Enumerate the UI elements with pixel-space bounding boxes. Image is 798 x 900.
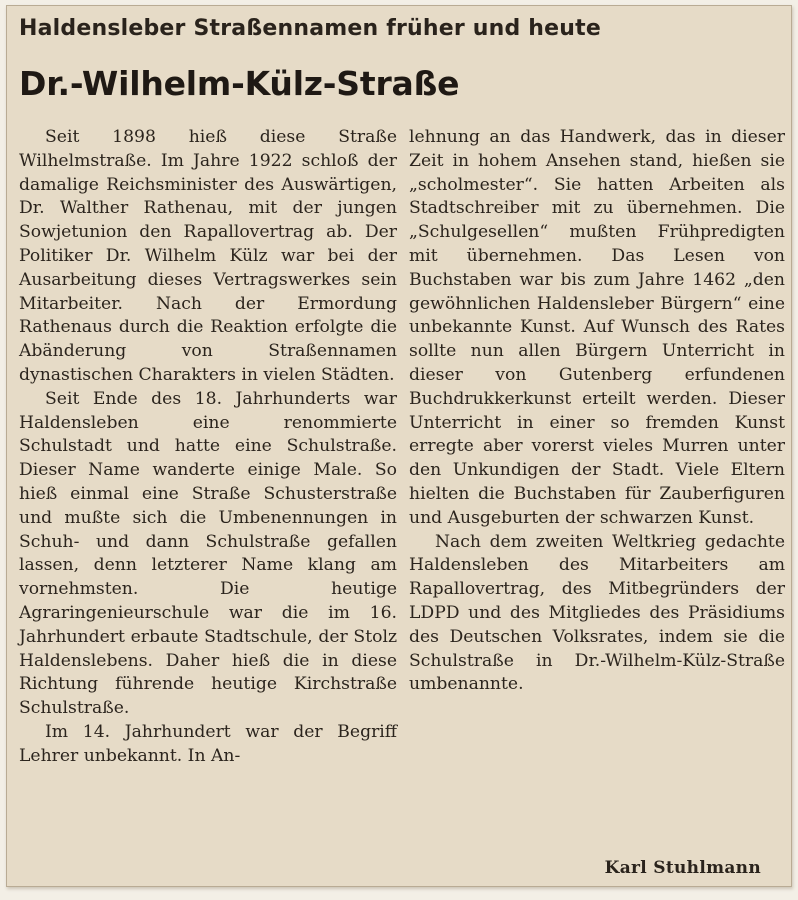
newspaper-clipping	[6, 5, 792, 887]
series-kicker: Haldensleber Straßennamen früher und heute	[19, 16, 601, 41]
article-column-left	[19, 126, 397, 769]
paragraph: Seit 1898 hieß diese Straße Wilhelmstraße. Im Jahre 1922 schloß der damalige Reichsminister des Auswärtigen, Dr. Walther Rathenau, mit der jungen Sowjetunion den Rapallovertrag ab. Der Politiker Dr. Wilhelm Külz war bei der Ausarbeitung dieses Vertragswerkes sein Mitarbeiter. Nach der Ermordung Rathenaus durch die Reaktion erfolgte die Abänderung von Straßennamen dynastischen Charakters in vielen Städten.	[19, 127, 397, 385]
author-byline: Karl Stuhlmann	[604, 858, 761, 878]
paragraph: Im 14. Jahrhundert war der Begriff Lehrer unbekannt. In An-	[19, 721, 397, 766]
paragraph-continued: lehnung an das Handwerk, das in dieser Zeit in hohem Ansehen stand, hießen sie „scholmester“. Sie hatten Arbeiten als Stadtschreiber mit zu übernehmen. Die „Schulgesellen“ mußten Frühpredigten mit übernehmen. Das Lesen von Buchstaben war bis zum Jahre 1462 „den gewöhnlichen Haldensleber Bürgern“ eine unbekannte Kunst. Auf Wunsch des Rates sollte nun allen Bürgern Unterricht in dieser von Gutenberg erfundenen Buchdrukkerkunst erteilt werden. Dieser Unterricht in einer so fremden Kunst erregte aber vorerst vieles Murren unter den Unkundigen der Stadt. Viele Eltern hielten die Buchstaben für Zauberfiguren und Ausgeburten der schwarzen Kunst.	[409, 127, 785, 528]
paragraph: Nach dem zweiten Weltkrieg gedachte Haldensleben des Mitarbeiters am Rapallovertrag, des Mitbegründers der LDPD und des Mitgliedes des Präsidiums des Deutschen Volksrates, indem sie die Schulstraße in Dr.-Wilhelm-Külz-Straße umbenannte.	[409, 531, 785, 695]
paragraph: Seit Ende des 18. Jahrhunderts war Haldensleben eine renommierte Schulstadt und hatte eine Schulstraße. Dieser Name wanderte einige Male. So hieß einmal eine Straße Schusterstraße und mußte sich die Umbenennungen in Schuh- und dann Schulstraße gefallen lassen, denn letzterer Name klang am vornehmsten. Die heutige Agraringenieurschule war die im 16. Jahrhundert erbaute Stadtschule, der Stolz Haldenslebens. Daher hieß die in diese Richtung führende heutige Kirchstraße Schulstraße.	[19, 388, 397, 719]
article-headline: Dr.-Wilhelm-Külz-Straße	[19, 64, 460, 103]
article-column-right	[409, 126, 785, 697]
